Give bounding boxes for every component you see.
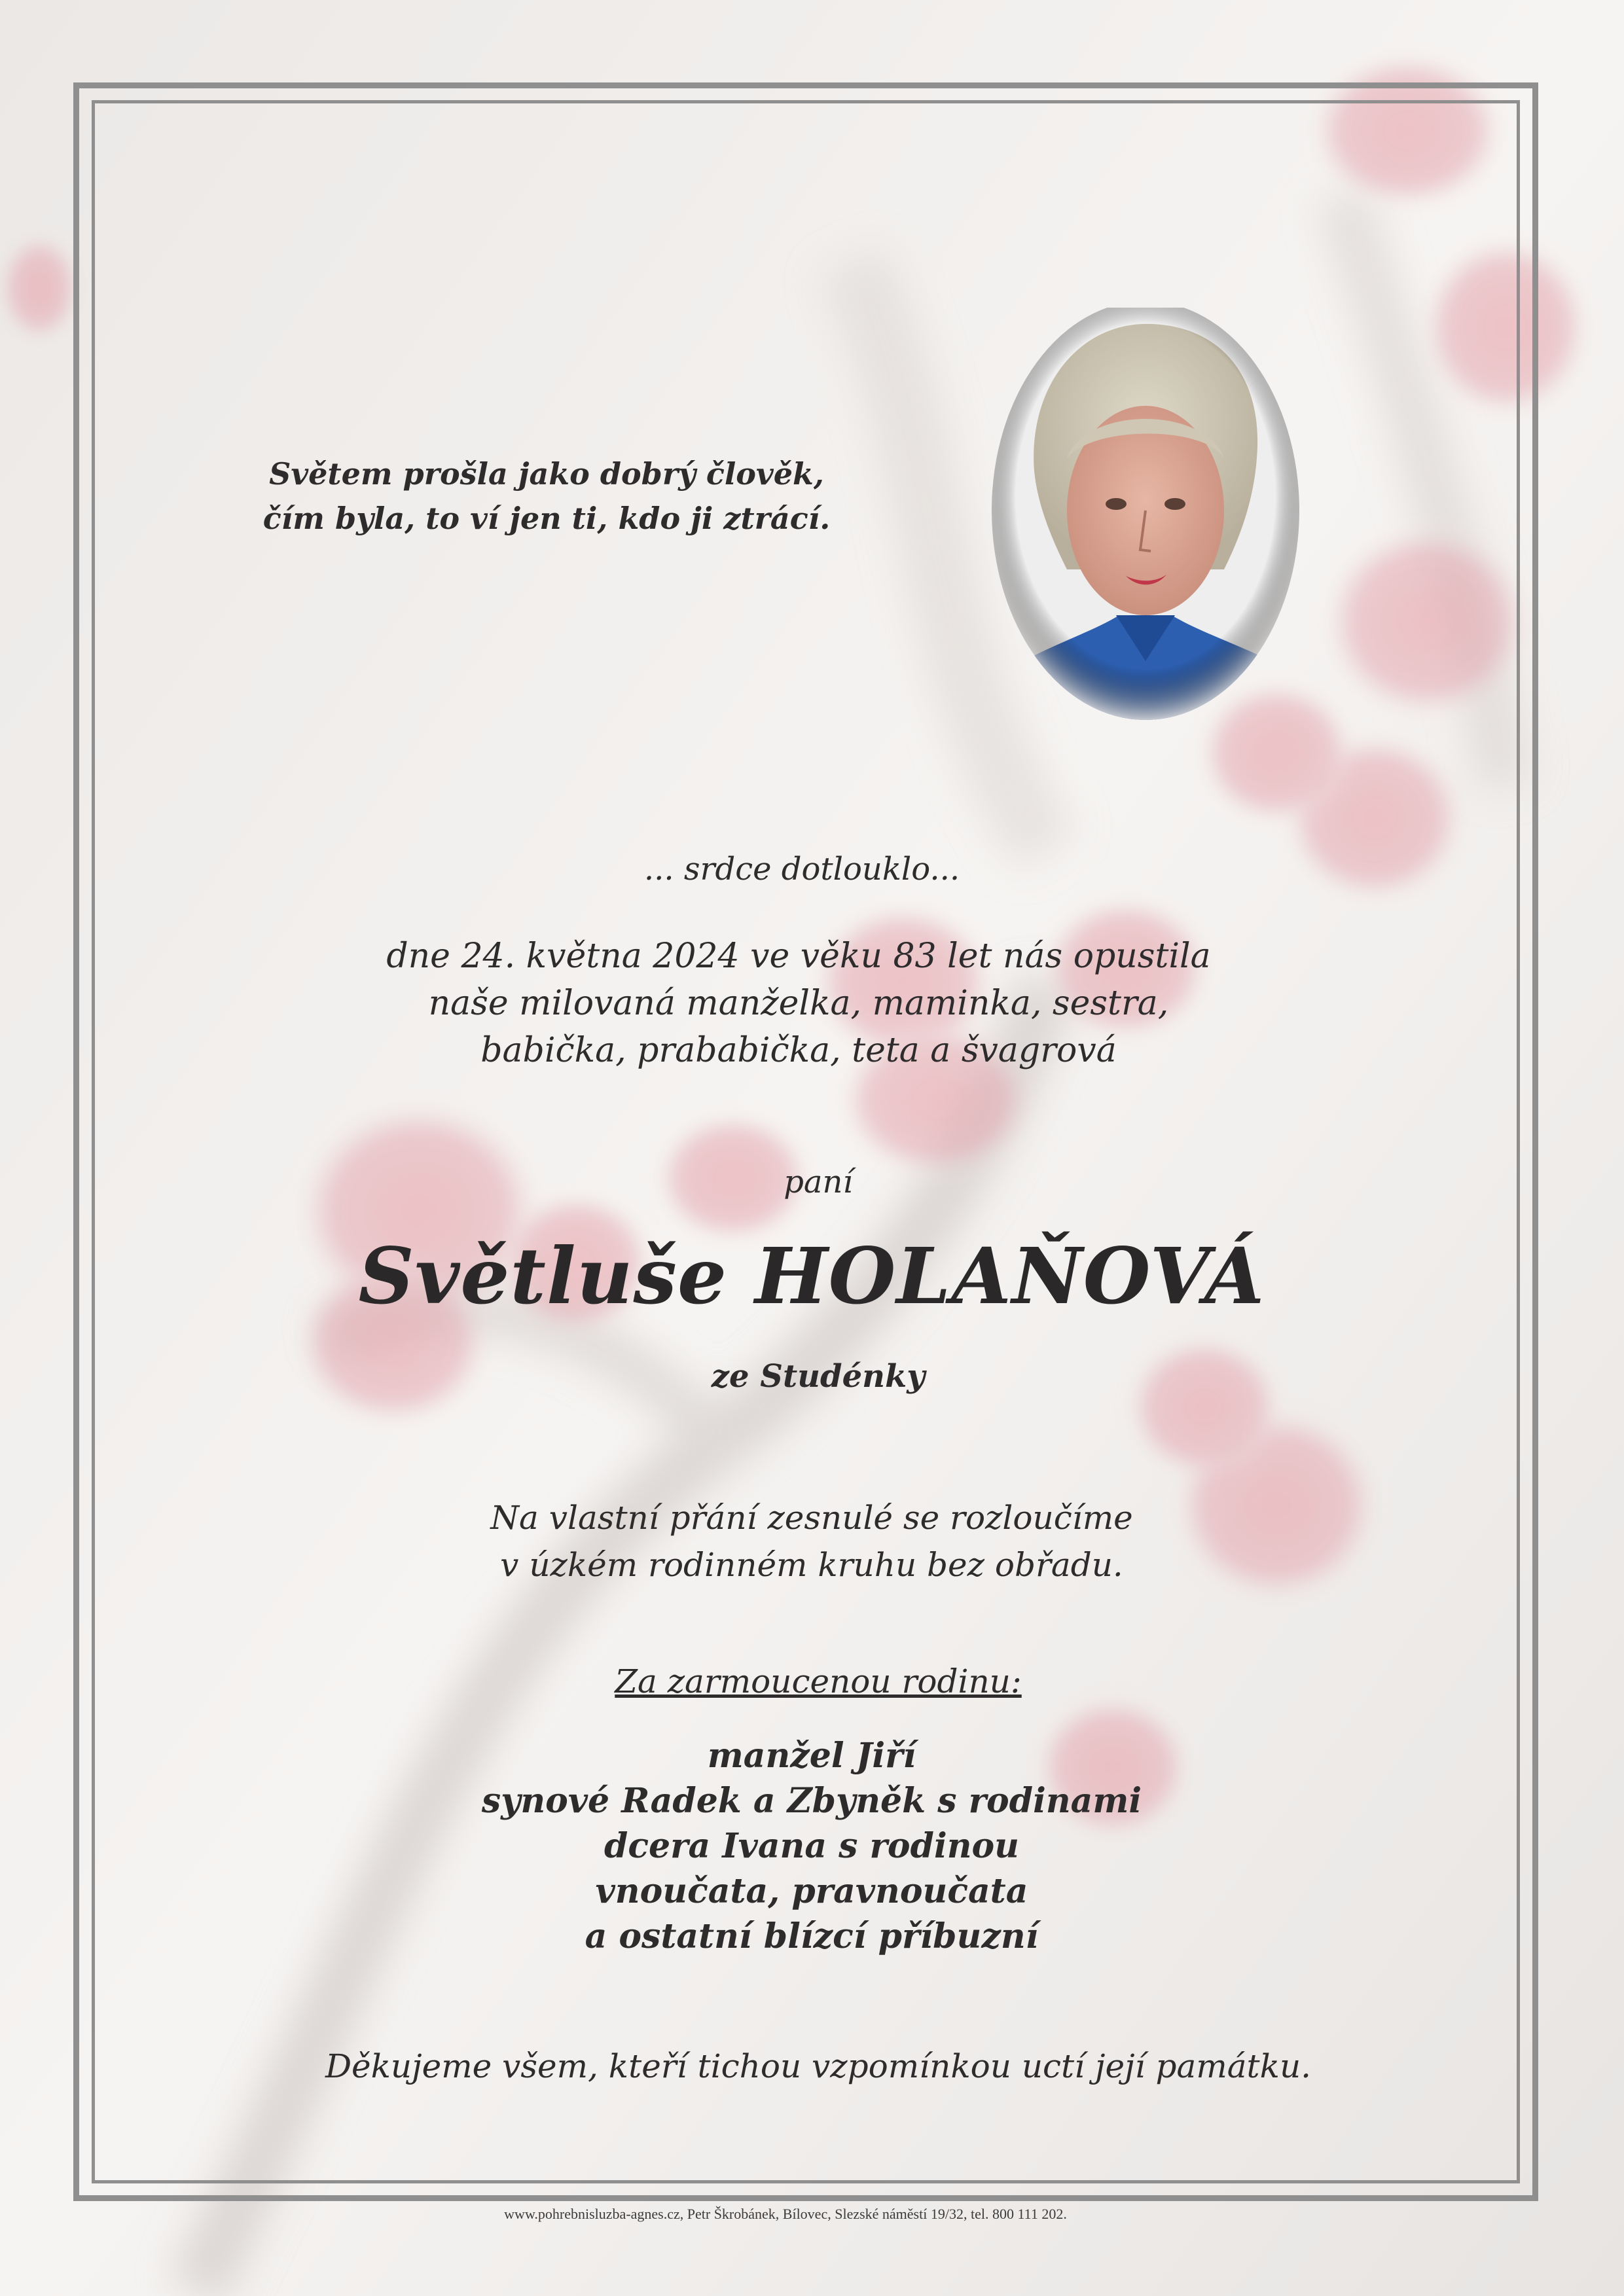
portrait-photo [988, 308, 1303, 726]
honorific: paní [784, 1164, 853, 1200]
farewell-note [353, 1494, 1270, 1588]
thanks-line: Děkujeme všem, kteří tichou vzpomínkou uctí její památku. [325, 2047, 1312, 2085]
family-member: vnoučata, pravnoučata [595, 1871, 1028, 1911]
announcement-line: dne 24. května 2024 ve věku 83 let nás opustila [386, 937, 1211, 976]
announcement-line: babička, prababička, teta a švagrová [480, 1031, 1117, 1070]
funeral-service-footer: www.pohrebnisluzba-agnes.cz, Petr Škrobánek, Bílovec, Slezské náměstí 19/32, tel. 800 111 202. [504, 2206, 1067, 2222]
heart-line: ... srdce dotlouklo... [643, 851, 960, 888]
farewell-line: v úzkém rodinném kruhu bez obřadu. [500, 1546, 1123, 1584]
motto-line: Světem prošla jako dobrý člověk, [269, 456, 824, 492]
family-member: manžel Jiří [707, 1736, 916, 1776]
family-member: a ostatní blízcí příbuzní [585, 1916, 1039, 1956]
family-heading: Za zarmoucenou rodinu: [615, 1662, 1022, 1700]
deceased-name: Světluše HOLAŇOVÁ [358, 1230, 1265, 1321]
announcement-line: naše milovaná manželka, maminka, sestra, [428, 984, 1169, 1023]
family-list [353, 1733, 1270, 1959]
motto [216, 452, 877, 541]
farewell-line: Na vlastní přání zesnulé se rozloučíme [490, 1499, 1133, 1537]
motto-line: čím byla, to ví jen ti, kdo ji ztrácí. [262, 501, 831, 536]
family-member: synové Radek a Zbyněk s rodinami [481, 1781, 1142, 1821]
place-of-origin: ze Studénky [711, 1358, 926, 1395]
death-announcement [288, 933, 1309, 1074]
family-member: dcera Ivana s rodinou [604, 1826, 1019, 1866]
